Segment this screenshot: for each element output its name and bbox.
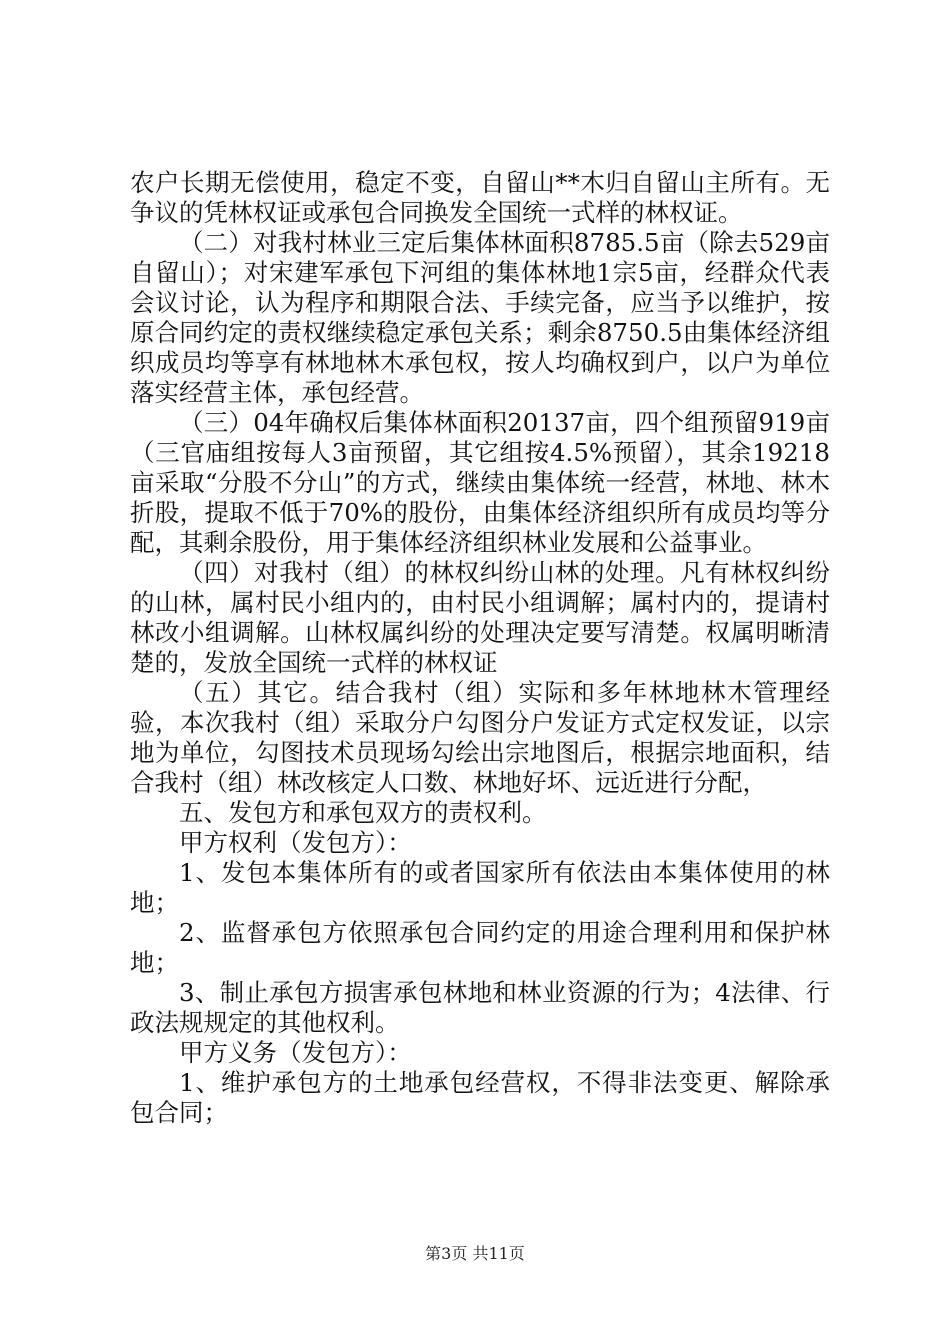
- paragraph-continuation: 农户长期无偿使用，稳定不变，自留山**木归自留山主所有。无争议的凭林权证或承包合同换发全国统一式样的林权证。: [130, 168, 830, 227]
- document-body: [130, 168, 830, 1128]
- paragraph-section-5: （五）其它。结合我村（组）实际和多年林地林木管理经验，本次我村（组）采取分户勾图分户发证方式定权发证，以宗地为单位，勾图技术员现场勾绘出宗地图后，根据宗地面积，结合我村（组）林改核定人口数、林地好坏、远近进行分配，: [130, 678, 830, 797]
- paragraph-section-2: （二）对我村林业三定后集体林面积8785.5亩（除去529亩自留山）；对宋建军承包下河组的集体林地1宗5亩，经群众代表会议讨论，认为程序和期限合法、手续完备，应当予以维护，按原合同约定的责权继续稳定承包关系；剩余8750.5由集体经济组织成员均等享有林地林木承包权，按人均确权到户，以户为单位落实经营主体，承包经营。: [130, 228, 830, 407]
- page-number-footer: 第3页 共11页: [425, 1244, 525, 1263]
- list-item-right-1: 1、发包本集体所有的或者国家所有依法由本集体使用的林地；: [130, 858, 830, 917]
- list-item-right-2: 2、监督承包方依照承包合同约定的用途合理利用和保护林地；: [130, 918, 830, 977]
- heading-party-a-duties: 甲方义务（发包方）：: [179, 1038, 412, 1067]
- paragraph-section-4: （四）对我村（组）的林权纠纷山林的处理。凡有林权纠纷的山林，属村民小组内的，由村民小组调解；属村内的，提请村林改小组调解。山林权属纠纷的处理决定要写清楚。权属明晰清楚的，发放全国统一式样的林权证: [130, 558, 830, 677]
- paragraph-section-3: （三）04年确权后集体林面积20137亩，四个组预留919亩（三官庙组按每人3亩预留，其它组按4.5%预留），其余19218亩采取“分股不分山”的方式，继续由集体统一经营，林地、林木折股，提取不低于70%的股份，由集体经济组织所有成员均等分配，其剩余股份，用于集体经济组织林业发展和公益事业。: [130, 408, 830, 557]
- heading-responsibilities: 五、发包方和承包双方的责权利。: [179, 798, 547, 827]
- list-item-duty-1: 1、维护承包方的土地承包经营权，不得非法变更、解除承包合同；: [130, 1068, 830, 1127]
- list-item-right-3: 3、制止承包方损害承包林地和林业资源的行为；4法律、行政法规规定的其他权利。: [130, 978, 830, 1037]
- heading-party-a-rights: 甲方权利（发包方）：: [179, 828, 412, 857]
